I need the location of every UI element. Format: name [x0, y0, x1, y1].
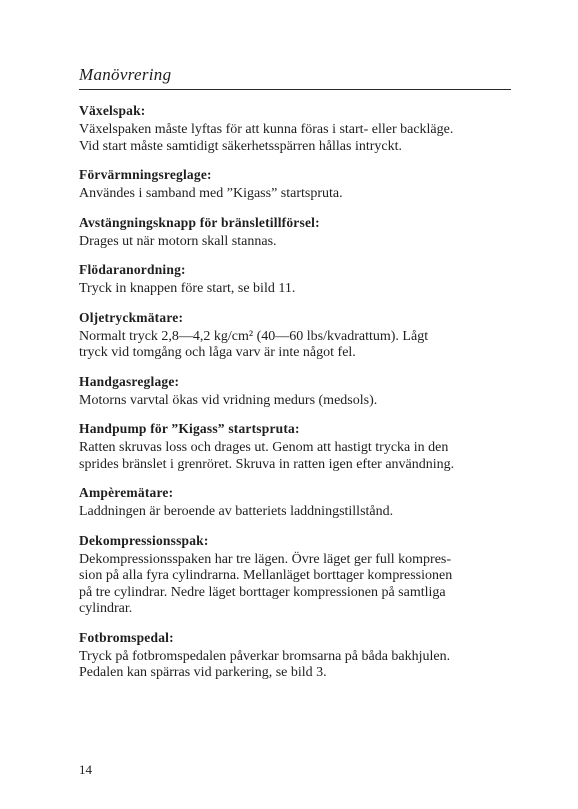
- body-line: Drages ut när motorn skall stannas.: [79, 233, 277, 249]
- section-body: [79, 281, 517, 298]
- body-line: Ratten skruvas loss och drages ut. Genom att hastigt trycka in den: [79, 440, 449, 455]
- page-content: [79, 102, 517, 693]
- section-body: [79, 122, 517, 155]
- body-line: Pedalen kan spärras vid parkering, se bild 3.: [79, 665, 327, 680]
- body-line: Laddningen är beroende av batteriets laddningstillstånd.: [79, 504, 394, 519]
- body-line: på tre cylindrar. Nedre läget borttager kompressionen på samtliga: [79, 584, 446, 600]
- section-heading: Växelspak:: [79, 103, 146, 118]
- section: [79, 214, 517, 251]
- section-heading: Flödaranordning:: [79, 262, 186, 277]
- section: [79, 373, 517, 410]
- section: [79, 102, 517, 155]
- section-heading: Dekompressionsspak:: [79, 532, 209, 548]
- section: [79, 309, 517, 362]
- section-heading: Förvärmningsreglage:: [79, 167, 212, 182]
- page-header: [79, 64, 511, 90]
- section-heading: Handpump för ”Kigass” startspruta:: [79, 421, 300, 436]
- section-heading: Handgasreglage:: [79, 373, 180, 389]
- body-line: tryck vid tomgång och låga varv är inte något fel.: [79, 345, 356, 360]
- body-line: Växelspaken måste lyftas för att kunna föras i start- eller backläge.: [79, 122, 454, 137]
- section: [79, 166, 517, 203]
- page-number: 14: [79, 762, 92, 777]
- section-body: [79, 649, 517, 682]
- section-body: [79, 393, 517, 410]
- section-body: [79, 440, 517, 473]
- section: [79, 420, 517, 473]
- section: [79, 629, 517, 682]
- body-line: Motorns varvtal ökas vid vridning medurs (medsols).: [79, 392, 378, 408]
- body-line: Vid start måste samtidigt säkerhetsspärren hållas intryckt.: [79, 138, 403, 154]
- section-heading: Ampèremätare:: [79, 485, 174, 500]
- header-rule: [79, 89, 511, 90]
- section: [79, 532, 517, 618]
- section: [79, 261, 517, 298]
- body-line: sion på alla fyra cylindrarna. Mellanläget borttager kompressionen: [79, 568, 453, 583]
- body-line: Dekompressionsspaken har tre lägen. Övre läget ger full kompres-: [79, 551, 452, 567]
- section: [79, 484, 517, 521]
- section-body: [79, 186, 517, 203]
- body-line: Normalt tryck 2,8—4,2 kg/cm² (40—60 lbs/kvadrattum). Lågt: [79, 328, 429, 344]
- section-heading: Fotbromspedal:: [79, 629, 174, 645]
- section-heading: Avstängningsknapp för bränsletillförsel:: [79, 214, 320, 230]
- section-body: [79, 234, 517, 251]
- body-line: Tryck på fotbromspedalen påverkar bromsarna på båda bakhjulen.: [79, 648, 451, 664]
- body-line: cylindrar.: [79, 601, 133, 616]
- body-line: sprides bränslet i grenröret. Skruva in ratten igen efter användning.: [79, 456, 455, 472]
- body-line: Användes i samband med ”Kigass” startspruta.: [79, 186, 343, 201]
- body-line: Tryck in knappen före start, se bild 11.: [79, 281, 296, 296]
- running-title: Manövrering: [79, 65, 172, 84]
- section-body: [79, 552, 517, 618]
- section-body: [79, 329, 517, 362]
- section-heading: Oljetryckmätare:: [79, 309, 184, 325]
- section-body: [79, 504, 517, 521]
